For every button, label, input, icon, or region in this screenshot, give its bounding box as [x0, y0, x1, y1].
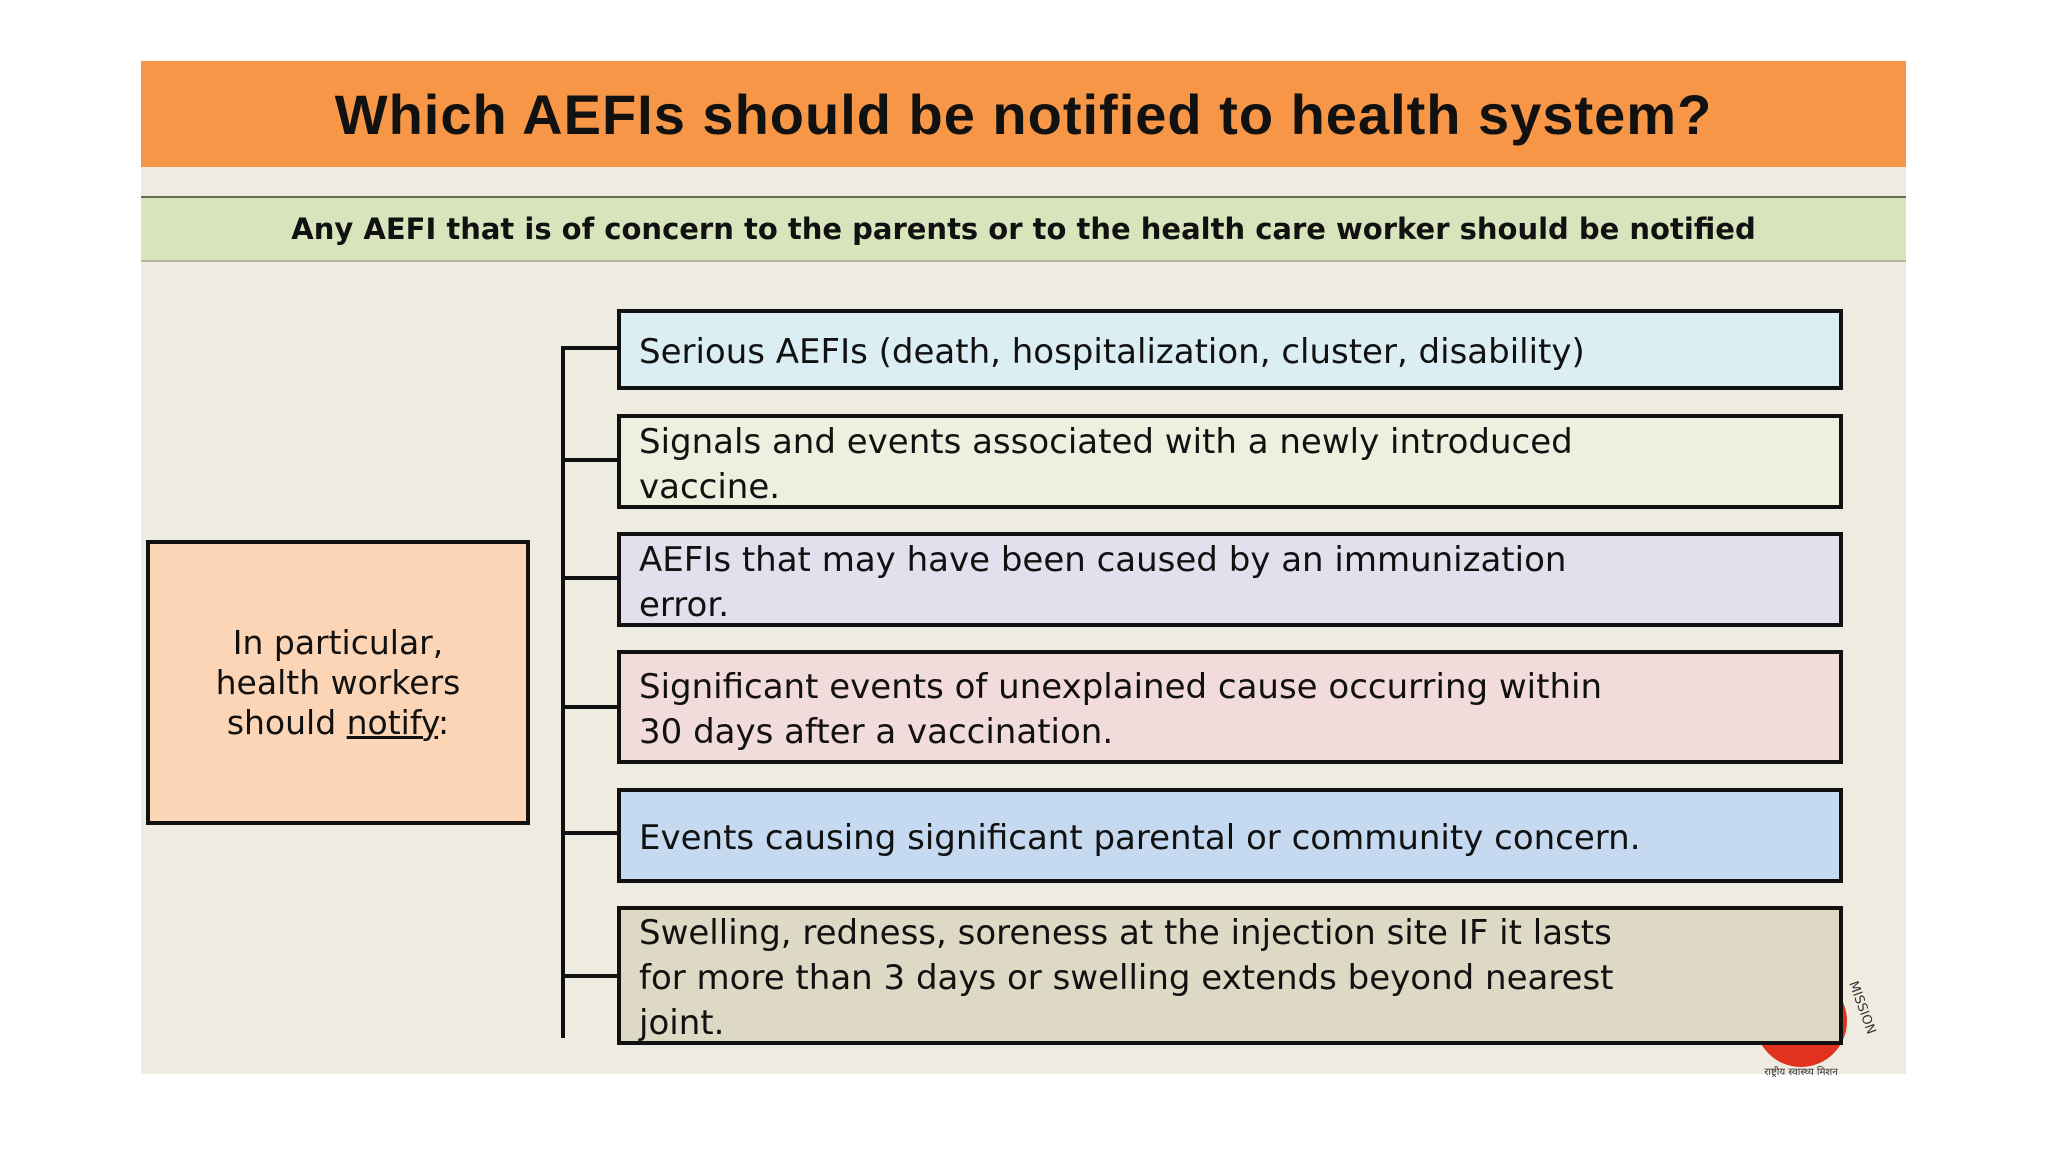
item-2-line-1: Signals and events associated with a newly introduced: [639, 421, 1573, 462]
title-bar: [141, 61, 1906, 167]
item-2-line-2: vaccine.: [639, 466, 781, 507]
notify-underlined-word: notify: [346, 702, 439, 742]
slide-title: Which AEFIs should be notified to health system?: [334, 82, 1713, 146]
item-box-6: [617, 906, 1843, 1045]
left-summary-line-3-suffix: :: [438, 702, 450, 742]
item-text-1: [639, 330, 1585, 375]
left-summary-text: [216, 623, 461, 743]
item-6-line-1: Swelling, redness, soreness at the injection site IF it lasts: [639, 913, 1612, 953]
subtitle-bar: [141, 196, 1906, 262]
item-text-4: [639, 665, 1602, 755]
left-summary-line-1: In particular,: [232, 622, 444, 662]
item-box-3: [617, 532, 1843, 627]
item-text-5: [639, 816, 1641, 861]
item-1-line-1: Serious AEFIs (death, hospitalization, cluster, disability): [639, 332, 1585, 372]
bracket-connector-1: [561, 346, 619, 350]
item-box-1: [617, 309, 1843, 390]
item-3-line-2: error.: [639, 584, 729, 625]
logo-arc-text: MISSION: [1845, 979, 1879, 1037]
bracket-connector-6: [561, 974, 619, 978]
item-4-line-1: Significant events of unexplained cause occurring within: [639, 667, 1603, 707]
slide: [141, 61, 1906, 1078]
item-5-line-1: Events causing significant parental or community concern.: [639, 818, 1641, 858]
left-summary-line-3: [216, 703, 461, 743]
left-summary-line-3-prefix: should: [226, 702, 347, 742]
item-text-6: [639, 911, 1614, 1046]
bracket-connector-3: [561, 576, 619, 580]
item-box-4: [617, 650, 1843, 764]
item-text-2: [639, 420, 1573, 510]
bracket-connector-5: [561, 831, 619, 835]
bracket-vertical-line: [561, 346, 565, 1038]
bracket-connector-2: [561, 458, 619, 462]
item-3-line-1: AEFIs that may have been caused by an immunization: [639, 539, 1567, 580]
item-text-3: [639, 538, 1566, 628]
item-6-line-2: for more than 3 days or swelling extends beyond nearest: [639, 958, 1614, 998]
left-summary-line-2: health workers: [215, 662, 461, 702]
item-6-line-3: joint.: [639, 1003, 725, 1043]
item-box-2: [617, 414, 1843, 509]
item-4-line-2: 30 days after a vaccination.: [639, 712, 1114, 752]
bracket-connector-4: [561, 705, 619, 709]
logo-caption: राष्ट्रीय स्वास्थ्य मिशन: [1764, 1067, 1838, 1078]
slide-subtitle: Any AEFI that is of concern to the parents or to the health care worker should be notified: [291, 212, 1756, 246]
item-box-5: [617, 788, 1843, 883]
left-summary-box: [146, 540, 530, 825]
